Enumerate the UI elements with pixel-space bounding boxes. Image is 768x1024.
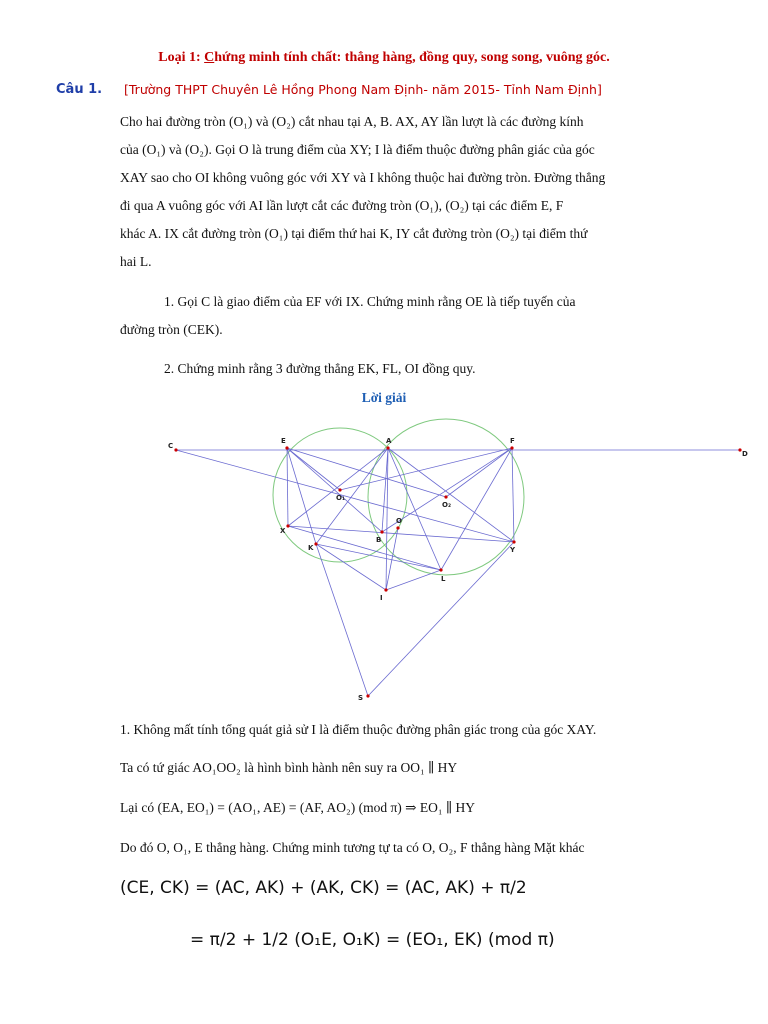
segment-e-o1 [287, 448, 340, 490]
point-label-o: O [396, 517, 402, 525]
segment-k-s [316, 544, 368, 696]
part-1-line: 1. Gọi C là giao điểm của EF với IX. Chứng minh rằng OE là tiếp tuyến của [164, 294, 576, 309]
problem-statement [120, 108, 713, 276]
point-o1 [338, 488, 341, 491]
part-2-line: 2. Chứng minh rằng 3 đường thẳng EK, FL, OI đồng quy. [164, 361, 476, 376]
point-label-k: K [308, 544, 314, 552]
segment-f-y [512, 448, 514, 542]
point-label-o2: O₂ [442, 501, 452, 509]
geometry-figure [0, 410, 768, 710]
point-o [396, 526, 399, 529]
point-o2 [444, 495, 447, 498]
problem-line: hai L. [120, 254, 152, 269]
point-b [380, 530, 383, 533]
part-1-line: đường tròn (CEK). [120, 322, 223, 337]
point-label-d: D [742, 450, 748, 458]
solution-line: 1. Không mất tính tổng quát giả sử I là điểm thuộc đường phân giác trong của góc XAY. [120, 722, 597, 737]
point-y [512, 540, 515, 543]
section-title: Loại 1: Chứng minh tính chất: thẳng hàng, đồng quy, song song, vuông góc. [158, 50, 610, 65]
point-label-x: X [280, 527, 286, 535]
segment-e-o2 [287, 448, 446, 497]
problem-line: Cho hai đường tròn (O₁) và (O₂) cắt nhau tại A, B. AX, AY lần lượt là các đường kính [120, 114, 584, 129]
segment-f-o1 [340, 448, 512, 490]
point-c [174, 448, 177, 451]
segment-l-i [386, 570, 441, 590]
part-1 [120, 288, 713, 344]
point-f [510, 446, 513, 449]
point-label-l: L [441, 575, 446, 583]
segment-f-o2 [446, 448, 512, 497]
problem-line: của (O₁) và (O₂). Gọi O là trung điểm của XY; I là điểm thuộc đường phân giác của góc [120, 142, 595, 157]
part-2 [120, 355, 713, 383]
segments [176, 448, 740, 696]
point-label-o1: O₁ [336, 494, 346, 502]
point-l [439, 568, 442, 571]
segment-x-y [288, 526, 514, 542]
point-k [314, 542, 317, 545]
point-label-s: S [358, 694, 364, 702]
solution-heading: Lời giải [361, 390, 407, 405]
question-label: Câu 1. [56, 82, 103, 97]
solution-line: Do đó O, O₁, E thẳng hàng. Chứng minh tương tự ta có O, O₂, F thẳng hàng Mặt khác [120, 840, 585, 855]
problem-line: đi qua A vuông góc với AI lần lượt cắt các đường tròn (O₁), (O₂) tại các điểm E, F [120, 198, 564, 213]
point-label-i: I [380, 594, 383, 602]
point-label-e: E [281, 437, 286, 445]
point-label-y: Y [510, 546, 516, 554]
point-s [366, 694, 369, 697]
segment-y-s [368, 542, 514, 696]
point-x [286, 524, 289, 527]
point-label-f: F [510, 437, 515, 445]
formula-line-1: (CE, CK) = (AC, AK) + (AK, CK) = (AC, AK) + π/2 [120, 878, 527, 898]
question-source: [Trường THPT Chuyên Lê Hồng Phong Nam Định- năm 2015- Tỉnh Nam Định] [124, 82, 602, 97]
point-e [285, 446, 288, 449]
solution-line: Lại có (EA, EO₁) = (AO₁, AE) = (AF, AO₂) (mod π) ⇒ EO₁ ∥ HY [120, 800, 476, 815]
point-label-b: B [376, 536, 382, 544]
segment-a-l [388, 448, 441, 570]
problem-line: XAY sao cho OI không vuông góc với XY và I không thuộc hai đường tròn. Đường thẳng [120, 170, 606, 185]
problem-line: khác A. IX cắt đường tròn (O₁) tại điểm thứ hai K, IY cắt đường tròn (O₂) tại điểm thứ [120, 226, 588, 241]
point-label-c: C [168, 442, 174, 450]
segment-k-l [316, 544, 441, 570]
solution-line: Ta có tứ giác AO₁OO₂ là hình bình hành nên suy ra OO₁ ∥ HY [120, 760, 458, 775]
point-i [384, 588, 387, 591]
point-label-a: A [386, 437, 392, 445]
points [168, 437, 748, 702]
segment-e-x [287, 448, 288, 526]
formula-line-2: = π/2 + 1/2 (O₁E, O₁K) = (EO₁, EK) (mod π) [190, 930, 555, 950]
point-a [386, 446, 389, 449]
